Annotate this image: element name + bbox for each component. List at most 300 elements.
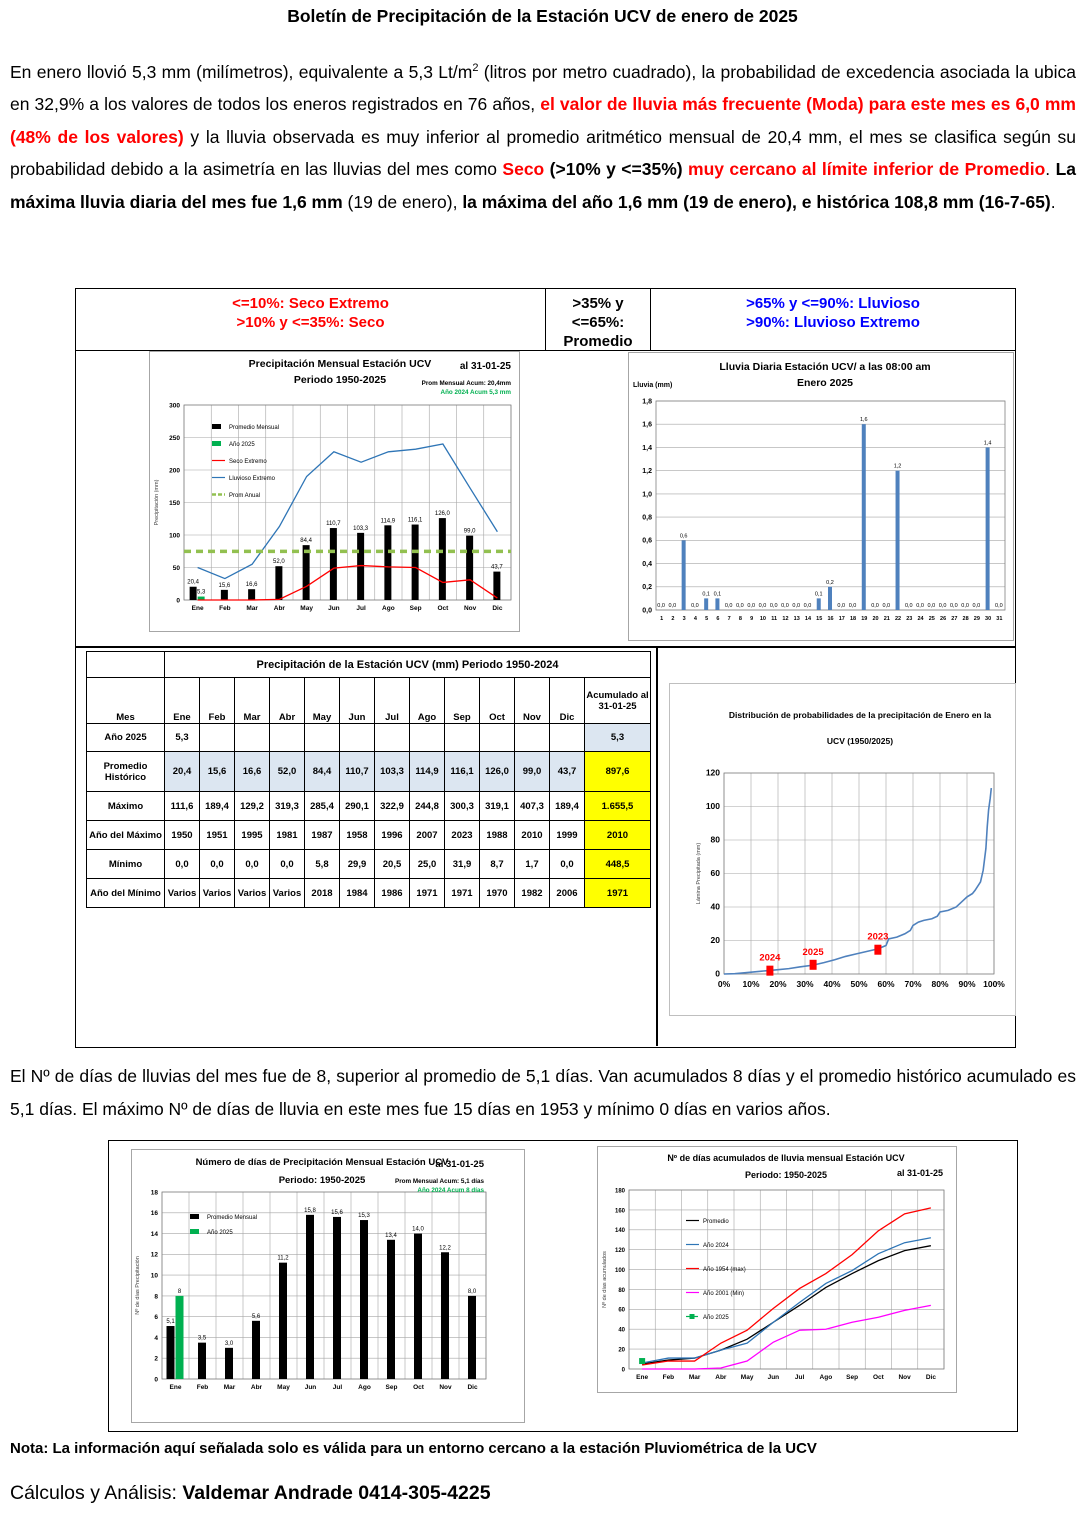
svg-text:Lluvia Diaria Estación UCV/ a: Lluvia Diaria Estación UCV/ a las 08:00 am (719, 361, 931, 373)
table-cell (375, 724, 410, 752)
intro-paragraph (10, 52, 1076, 218)
table-cell: 189,4 (550, 792, 585, 821)
svg-text:Nov: Nov (898, 1374, 911, 1381)
svg-text:0,6: 0,6 (642, 537, 652, 545)
svg-text:Lámina Precipitada (mm): Lámina Precipitada (mm) (696, 842, 702, 905)
legend-dry (76, 289, 546, 350)
svg-text:Año 2001 (Min): Año 2001 (Min) (703, 1291, 745, 1297)
table-cell: 2010 (515, 821, 550, 850)
svg-text:Ene: Ene (191, 605, 204, 612)
svg-text:Abr: Abr (273, 605, 285, 612)
svg-text:3,5: 3,5 (197, 1335, 207, 1342)
svg-text:Promedio Mensual: Promedio Mensual (207, 1215, 258, 1221)
svg-text:2: 2 (154, 1355, 158, 1363)
table-cell: 1970 (480, 879, 515, 908)
legend-line: >35% y (572, 295, 624, 312)
svg-text:1: 1 (660, 616, 664, 622)
svg-text:0,6: 0,6 (679, 533, 688, 540)
svg-text:1,2: 1,2 (642, 468, 652, 476)
table-cell: 290,1 (340, 792, 375, 821)
svg-text:Sep: Sep (846, 1374, 859, 1381)
svg-text:5,1: 5,1 (166, 1319, 175, 1326)
svg-text:Jul: Jul (332, 1384, 343, 1391)
table-cell (340, 724, 375, 752)
table-cell: Varios (235, 879, 270, 908)
table-cell: Feb (200, 678, 235, 724)
svg-text:Oct: Oct (872, 1374, 884, 1381)
note: Nota: La información aquí señalada solo es válida para un entorno cercano a la estación Pluviométrica de la UCV (10, 1440, 817, 1457)
svg-text:Mar: Mar (223, 1384, 236, 1391)
table-cell (305, 724, 340, 752)
svg-text:100%: 100% (983, 979, 1005, 989)
table-cell: 1981 (270, 821, 305, 850)
table-cell: Oct (480, 678, 515, 724)
svg-text:Ene: Ene (169, 1384, 182, 1391)
table-title: Precipitación de la Estación UCV (mm) Periodo 1950-2024 (165, 652, 651, 678)
svg-text:0,0: 0,0 (657, 603, 665, 609)
svg-text:9: 9 (750, 616, 754, 622)
svg-text:Jun: Jun (304, 1384, 317, 1391)
svg-text:Precipitación Mensual Estación: Precipitación Mensual Estación UCV (248, 358, 432, 370)
svg-text:Nov: Nov (439, 1384, 452, 1391)
svg-text:0,0: 0,0 (769, 603, 778, 609)
svg-text:0,1: 0,1 (713, 591, 722, 598)
svg-text:0,0: 0,0 (803, 603, 812, 609)
svg-text:Periodo: 1950-2025: Periodo: 1950-2025 (744, 1170, 828, 1180)
svg-text:0,0: 0,0 (691, 603, 699, 609)
text-run: muy cercano al límite inferior de Promedio (682, 159, 1046, 180)
text-run: 2 (472, 62, 479, 74)
table-cell: 448,5 (585, 850, 651, 879)
svg-text:Año 2024 Acum 8 días: Año 2024 Acum 8 días (417, 1187, 484, 1194)
svg-text:1,2: 1,2 (893, 463, 902, 470)
svg-text:80%: 80% (931, 979, 949, 989)
svg-text:10%: 10% (742, 979, 760, 989)
table-cell: Varios (165, 879, 200, 908)
svg-text:Periodo: 1950-2025: Periodo: 1950-2025 (278, 1175, 366, 1186)
svg-text:8,0: 8,0 (467, 1288, 477, 1295)
precipitation-table (86, 651, 651, 908)
svg-text:100: 100 (169, 532, 180, 540)
svg-text:84,4: 84,4 (300, 538, 312, 545)
svg-text:0,0: 0,0 (871, 603, 879, 609)
svg-text:29: 29 (973, 616, 980, 622)
chart-accumulated-rain-days (597, 1146, 957, 1393)
footer-name: Valdemar Andrade 0414-305-4225 (182, 1482, 491, 1504)
table-cell (445, 724, 480, 752)
svg-text:126,0: 126,0 (434, 511, 450, 518)
table-cell: 111,6 (165, 792, 200, 821)
svg-text:22: 22 (894, 616, 902, 622)
chart-daily-rain (628, 352, 1014, 641)
svg-text:Feb: Feb (196, 1384, 209, 1391)
legend-line: >10% y <=35%: Seco (236, 314, 385, 331)
table-cell: 16,6 (235, 752, 270, 792)
svg-text:5,6: 5,6 (251, 1313, 261, 1320)
table-cell: 1986 (375, 879, 410, 908)
table-row (87, 792, 651, 821)
svg-text:0,0: 0,0 (961, 603, 969, 609)
table-cell: Promedio Histórico (87, 752, 165, 792)
table-cell: 322,9 (375, 792, 410, 821)
text-run: la máxima del año 1,6 mm (19 de enero), e histórica 108,8 mm (16-7-65) (462, 191, 1051, 212)
svg-text:Nov: Nov (463, 605, 477, 612)
svg-text:120: 120 (614, 1248, 625, 1255)
svg-text:116,1: 116,1 (407, 517, 423, 524)
svg-text:80: 80 (618, 1287, 625, 1294)
svg-text:4: 4 (154, 1334, 158, 1342)
svg-text:8: 8 (177, 1288, 182, 1295)
table-cell: Nov (515, 678, 550, 724)
table-cell: 99,0 (515, 752, 550, 792)
svg-text:Precipitación (mm): Precipitación (mm) (154, 479, 160, 526)
column-divider (656, 646, 658, 1046)
svg-text:60: 60 (710, 867, 720, 878)
svg-text:18: 18 (849, 616, 857, 622)
table-cell: 0,0 (200, 850, 235, 879)
svg-text:80: 80 (710, 834, 720, 845)
svg-text:12: 12 (150, 1251, 158, 1259)
table-cell: 103,3 (375, 752, 410, 792)
svg-text:28: 28 (962, 616, 969, 622)
table-cell: Mar (235, 678, 270, 724)
svg-text:Jul: Jul (794, 1374, 805, 1381)
svg-text:0,0: 0,0 (950, 603, 958, 609)
table-cell: Sep (445, 678, 480, 724)
svg-text:5,3: 5,3 (196, 589, 206, 596)
svg-text:Oct: Oct (413, 1384, 424, 1391)
svg-text:6: 6 (716, 616, 720, 622)
svg-text:110,7: 110,7 (326, 521, 341, 528)
table-cell: 300,3 (445, 792, 480, 821)
svg-text:8: 8 (154, 1293, 158, 1301)
svg-text:31: 31 (996, 616, 1003, 622)
svg-text:60: 60 (618, 1307, 625, 1314)
svg-text:1,6: 1,6 (859, 417, 868, 424)
footer-label: Cálculos y Análisis: (10, 1482, 183, 1504)
table-cell: Varios (200, 879, 235, 908)
svg-text:4: 4 (693, 616, 697, 622)
table-cell (270, 724, 305, 752)
svg-text:Seco Extremo: Seco Extremo (229, 459, 267, 465)
table-cell: 52,0 (270, 752, 305, 792)
svg-text:40: 40 (618, 1327, 625, 1334)
svg-text:40%: 40% (823, 979, 841, 989)
svg-text:0,0: 0,0 (781, 603, 789, 609)
table-cell: 2006 (550, 879, 585, 908)
text-run: y la lluvia observada es muy inferior al promedio aritmético mensual de 20,4 mm, el mes se clasifica según su probabilidad debido a la asimetría en las lluvias del mes como (10, 126, 1076, 180)
svg-text:1,0: 1,0 (642, 491, 652, 499)
table-cell: 1951 (200, 821, 235, 850)
svg-text:10: 10 (759, 616, 767, 622)
table-cell: 1987 (305, 821, 340, 850)
svg-text:0: 0 (621, 1367, 625, 1374)
svg-text:114,9: 114,9 (380, 518, 396, 525)
table-cell: 43,7 (550, 752, 585, 792)
table-cell: 114,9 (410, 752, 445, 792)
svg-text:Año 1954 (max): Año 1954 (max) (703, 1267, 746, 1273)
table-cell: 0,0 (165, 850, 200, 879)
svg-text:20: 20 (710, 934, 720, 945)
table-cell: 0,0 (235, 850, 270, 879)
table-cell: 1984 (340, 879, 375, 908)
text-run: el valor de lluvia más frecuente (Moda) para este mes es 6,0 mm (48% de los valores) (10, 94, 1076, 147)
table-cell: 1.655,5 (585, 792, 651, 821)
svg-text:Promedio: Promedio (703, 1219, 729, 1225)
legend-line: <=10%: Seco Extremo (232, 295, 389, 312)
svg-text:0,0: 0,0 (837, 603, 846, 609)
svg-text:Prom Mensual Acum: 20,4mm: Prom Mensual Acum: 20,4mm (421, 380, 511, 387)
row-divider (76, 646, 1015, 648)
svg-text:120: 120 (705, 767, 720, 778)
svg-text:Prom Mensual Acum: 5,1 días: Prom Mensual Acum: 5,1 días (395, 1178, 484, 1185)
svg-text:Sep: Sep (385, 1384, 398, 1391)
text-run: Seco (502, 159, 545, 180)
table-row (87, 879, 651, 908)
legend-line: >65% y <=90%: Lluvioso (746, 295, 920, 312)
table-cell: 5,3 (165, 724, 200, 752)
svg-text:8: 8 (738, 616, 742, 622)
svg-text:0,0: 0,0 (747, 603, 756, 609)
svg-text:Lluvioso Extremo: Lluvioso Extremo (229, 476, 276, 482)
table-cell: 5,8 (305, 850, 340, 879)
table-cell: 897,6 (585, 752, 651, 792)
svg-text:Enero 2025: Enero 2025 (796, 377, 854, 389)
chart-monthly-rain-days (131, 1149, 525, 1423)
svg-text:30%: 30% (796, 979, 814, 989)
table-cell: 1996 (375, 821, 410, 850)
svg-text:0,0: 0,0 (882, 603, 891, 609)
text-run: La máxima lluvia diaria del mes fue 1,6 mm (10, 159, 1077, 212)
svg-text:0,2: 0,2 (826, 579, 834, 586)
table-cell: 29,9 (340, 850, 375, 879)
table-cell: 319,3 (270, 792, 305, 821)
page-title: Boletín de Precipitación de la Estación UCV de enero de 2025 (287, 6, 798, 26)
svg-text:Año 2025: Año 2025 (229, 442, 255, 448)
svg-text:Periodo 1950-2025: Periodo 1950-2025 (293, 374, 387, 386)
table-cell: 8,7 (480, 850, 515, 879)
svg-text:15: 15 (816, 616, 823, 622)
svg-text:16: 16 (150, 1210, 158, 1218)
table-cell: Año del Máximo (87, 821, 165, 850)
svg-text:14,0: 14,0 (412, 1226, 424, 1233)
text-run: . (1045, 159, 1056, 180)
table-cell: 15,6 (200, 752, 235, 792)
svg-text:18: 18 (150, 1189, 158, 1197)
svg-text:Oct: Oct (437, 605, 449, 612)
table-cell: 126,0 (480, 752, 515, 792)
table-cell: 285,4 (305, 792, 340, 821)
table-row (87, 821, 651, 850)
table-cell: Ago (410, 678, 445, 724)
svg-text:Jun: Jun (767, 1374, 780, 1381)
svg-text:14: 14 (804, 616, 812, 622)
table-row (87, 850, 651, 879)
table-cell: 31,9 (445, 850, 480, 879)
legend-line: <=65%: (571, 314, 625, 331)
svg-text:300: 300 (169, 402, 180, 410)
svg-text:0,8: 0,8 (642, 514, 652, 522)
svg-text:0,0: 0,0 (758, 603, 767, 609)
svg-text:Año 2024: Año 2024 (703, 1243, 729, 1249)
table-cell: Año 2025 (87, 724, 165, 752)
svg-text:70%: 70% (904, 979, 922, 989)
svg-text:0: 0 (715, 968, 720, 979)
table-cell: 2018 (305, 879, 340, 908)
chart-probability-distribution (669, 683, 1016, 1016)
svg-text:1,4: 1,4 (983, 440, 992, 447)
legend-line: Promedio (563, 333, 633, 350)
svg-text:13: 13 (793, 616, 800, 622)
svg-text:15,3: 15,3 (358, 1213, 370, 1220)
table-cell: 189,4 (200, 792, 235, 821)
svg-text:Ago: Ago (358, 1384, 371, 1391)
svg-text:Jun: Jun (328, 605, 340, 612)
svg-text:2024: 2024 (759, 952, 781, 964)
table-cell: Acumulado al 31-01-25 (585, 678, 651, 724)
table-cell: 25,0 (410, 850, 445, 879)
svg-text:20,4: 20,4 (187, 579, 199, 586)
svg-text:40: 40 (710, 901, 720, 912)
svg-text:17: 17 (838, 616, 845, 622)
svg-text:0,0: 0,0 (916, 603, 924, 609)
table-cell: 319,1 (480, 792, 515, 821)
svg-text:43,7: 43,7 (491, 564, 503, 571)
svg-text:12: 12 (782, 616, 789, 622)
table-cell (410, 724, 445, 752)
table-cell: 20,4 (165, 752, 200, 792)
table-cell: 1982 (515, 879, 550, 908)
table-cell (235, 724, 270, 752)
svg-text:0,0: 0,0 (848, 603, 857, 609)
svg-text:10: 10 (150, 1272, 158, 1280)
svg-text:0,0: 0,0 (792, 603, 801, 609)
svg-text:6: 6 (154, 1314, 158, 1322)
svg-text:UCV (1950/2025): UCV (1950/2025) (826, 736, 894, 746)
table-cell: 116,1 (445, 752, 480, 792)
table-cell: 1971 (410, 879, 445, 908)
table-cell: 129,2 (235, 792, 270, 821)
svg-text:1,6: 1,6 (642, 421, 652, 429)
table-cell (480, 724, 515, 752)
svg-text:Prom Anual: Prom Anual (229, 493, 261, 499)
svg-text:0,0: 0,0 (904, 603, 913, 609)
svg-text:Año 2025: Año 2025 (703, 1315, 729, 1321)
svg-text:0,4: 0,4 (642, 560, 652, 568)
svg-text:0,0: 0,0 (736, 603, 744, 609)
text-run: (19 de enero), (342, 191, 463, 212)
svg-text:0,0: 0,0 (724, 603, 733, 609)
svg-text:Feb: Feb (219, 605, 231, 612)
svg-text:May: May (277, 1384, 290, 1391)
svg-text:Mar: Mar (688, 1374, 701, 1381)
svg-text:0,0: 0,0 (972, 603, 981, 609)
svg-text:Dic: Dic (925, 1374, 936, 1381)
classification-legend (76, 289, 1015, 351)
table-cell: Mes (87, 678, 165, 724)
svg-text:Número de días de Precipitació: Número de días de Precipitación Mensual Estación UCV (195, 1157, 449, 1168)
svg-text:1,8: 1,8 (642, 398, 652, 406)
table-cell: 2007 (410, 821, 445, 850)
text-run: (litros por metro cuadrado), la probabilidad de excedencia asociada la ubica en 32,9% a los valores de todos los eneros registrados en 76 años, (10, 61, 1076, 115)
svg-text:23: 23 (906, 616, 913, 622)
svg-text:0,0: 0,0 (668, 603, 677, 609)
svg-text:Año 2025: Año 2025 (207, 1230, 233, 1236)
table-cell: 1958 (340, 821, 375, 850)
table-row (87, 752, 651, 792)
main-panel (75, 288, 1016, 1048)
legend-line: >90%: Lluvioso Extremo (746, 314, 920, 331)
svg-text:2: 2 (671, 616, 675, 622)
svg-text:180: 180 (614, 1188, 625, 1195)
table-cell: Varios (270, 879, 305, 908)
table-cell: 0,0 (550, 850, 585, 879)
svg-text:0: 0 (154, 1376, 158, 1384)
svg-text:100: 100 (614, 1267, 625, 1274)
svg-text:Año 2024 Acum 5,3 mm: Año 2024 Acum 5,3 mm (440, 389, 511, 396)
svg-text:1,4: 1,4 (642, 444, 652, 452)
svg-text:Ago: Ago (382, 605, 395, 612)
table-cell: 110,7 (340, 752, 375, 792)
svg-text:al 31-01-25: al 31-01-25 (459, 361, 511, 372)
chart-monthly-precipitation (149, 351, 520, 632)
table-cell: 0,0 (270, 850, 305, 879)
svg-text:Dic: Dic (492, 605, 503, 612)
table-cell (515, 724, 550, 752)
svg-text:Abr: Abr (250, 1384, 263, 1391)
table-title-row (87, 652, 651, 678)
svg-text:Nº de días Precipitación: Nº de días Precipitación (135, 1256, 141, 1315)
table-cell: 5,3 (585, 724, 651, 752)
table-cell: 1,7 (515, 850, 550, 879)
table-cell (87, 652, 165, 678)
svg-text:150: 150 (169, 499, 180, 507)
svg-text:0%: 0% (717, 979, 731, 989)
svg-text:May: May (300, 605, 313, 612)
table-cell: Mínimo (87, 850, 165, 879)
table-cell: 407,3 (515, 792, 550, 821)
svg-text:al 31-01-25: al 31-01-25 (896, 1168, 943, 1178)
text-run: (>10% y <=35%) (544, 159, 683, 180)
footer-credit (10, 1482, 491, 1505)
table-cell (200, 724, 235, 752)
svg-text:24: 24 (917, 616, 924, 622)
svg-text:0,1: 0,1 (814, 591, 823, 598)
svg-text:2025: 2025 (802, 946, 824, 958)
table-row (87, 724, 651, 752)
table-cell (550, 724, 585, 752)
table-cell: 1999 (550, 821, 585, 850)
table-cell: Ene (165, 678, 200, 724)
svg-text:20: 20 (618, 1347, 625, 1354)
svg-text:0,2: 0,2 (642, 584, 652, 592)
svg-text:52,0: 52,0 (273, 559, 285, 566)
svg-text:3,0: 3,0 (224, 1340, 234, 1347)
svg-text:2023: 2023 (867, 931, 889, 943)
svg-text:11: 11 (771, 616, 778, 622)
svg-text:12,2: 12,2 (439, 1245, 451, 1252)
svg-text:20: 20 (872, 616, 879, 622)
table-cell: May (305, 678, 340, 724)
svg-text:5: 5 (705, 616, 709, 622)
svg-text:Abr: Abr (715, 1374, 727, 1381)
svg-text:Distribución de probabilidades: Distribución de probabilidades de la precipitación de Enero en la (728, 710, 992, 720)
svg-text:May: May (740, 1374, 754, 1381)
svg-text:90%: 90% (958, 979, 976, 989)
svg-text:100: 100 (705, 800, 720, 811)
svg-text:0,0: 0,0 (642, 607, 652, 615)
svg-text:3: 3 (682, 616, 686, 622)
